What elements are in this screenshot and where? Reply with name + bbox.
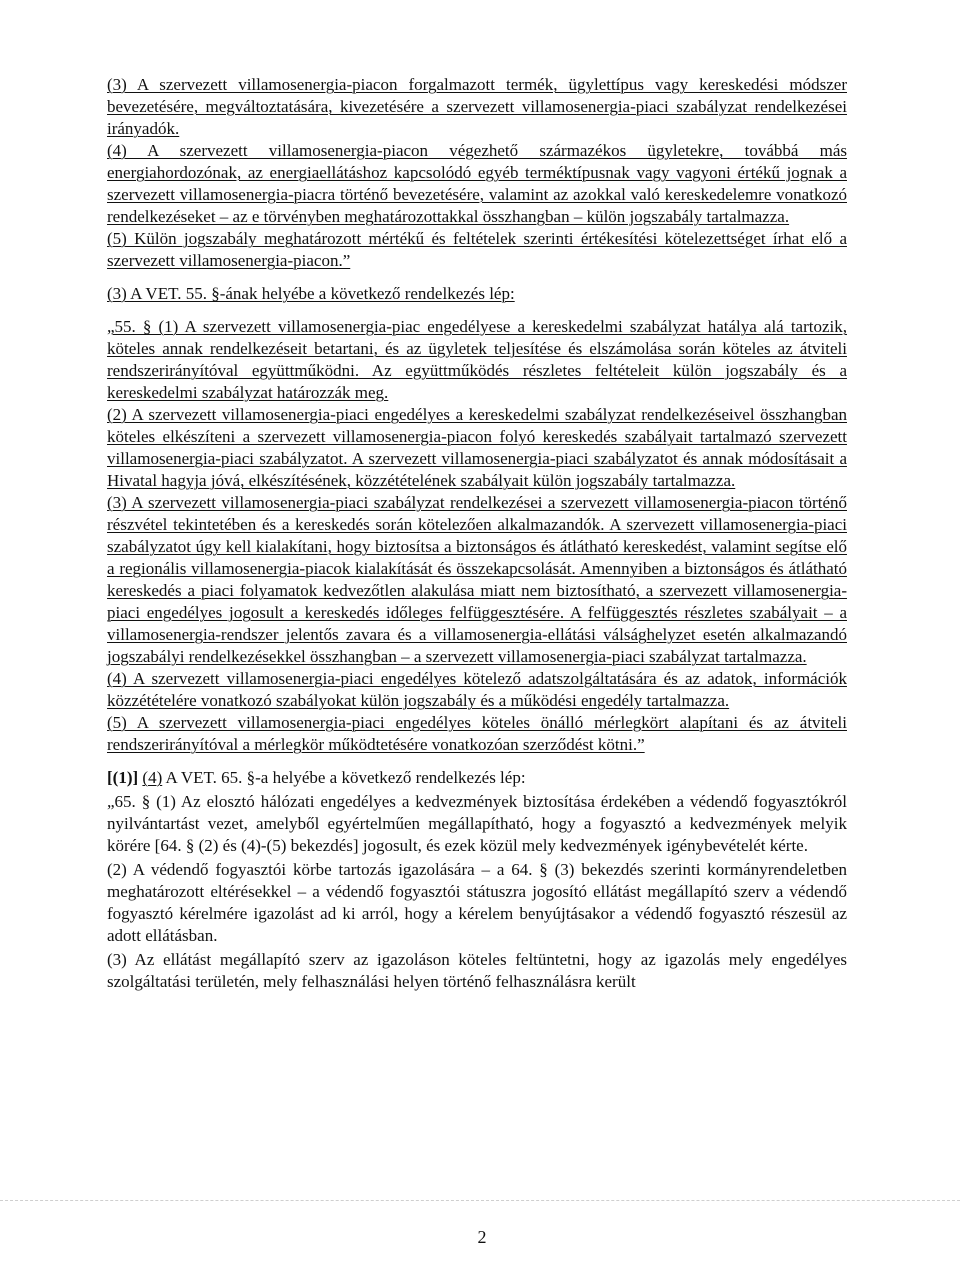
- section-55-paragraph-2: (2) A szervezett villamosenergia-piaci engedélyes a kereskedelmi szabályzat rendelkezéseivel összhangban köteles elkészíteni a szervezett villamosenergia-piacon folyó kereskedés szabályait tartalmazó szervezett villamosenergia-piaci szabályzatot. A szervezett villamosenergia-piaci szabályzatot és annak módosításait a Hivatal hagyja jóvá, elkészítésének, közzétételének szabályait külön jogszabály tartalmazza.: [107, 405, 847, 490]
- section-55-paragraph-1: „55. § (1) A szervezett villamosenergia-piac engedélyese a kereskedelmi szabályzat hatálya alá tartozik, köteles annak rendelkezéseit betartani, és az ügyletek teljesítése és elszámolása során köteles az átviteli rendszerirányítóval együttműködni. Az együttműködés részletes feltételeit külön jogszabály és a kereskedelmi szabályzat határozzák meg.: [107, 317, 847, 402]
- scan-artifact-line: [0, 1200, 960, 1202]
- section-55-paragraph-5: (5) A szervezett villamosenergia-piaci engedélyes köteles önálló mérlegkört alapítani és az átviteli rendszerirányítóval a mérlegkör működtetésére vonatkozóan szerződést kötni.”: [107, 713, 847, 754]
- spacer: [107, 305, 847, 316]
- paragraph-5-sales-obligation: (5) Külön jogszabály meghatározott mértékű és feltételek szerinti értékesítési kötelezettséget írhat elő a szervezett villamosenergia-piacon.”: [107, 229, 847, 270]
- section-55-paragraph-4: (4) A szervezett villamosenergia-piaci engedélyes kötelező adatszolgáltatására és az adatok, információk közzétételére vonatkozó szabályokat külön jogszabály és a működési engedély tartalmazza.: [107, 669, 847, 710]
- amendment-heading-vet-55: (3) A VET. 55. §-ának helyébe a következő rendelkezés lép:: [107, 284, 515, 303]
- spacer: [107, 272, 847, 283]
- heading-text: A VET. 65. §-a helyébe a következő rendelkezés lép:: [162, 768, 526, 787]
- bracketed-prefix: [(1)]: [107, 768, 139, 787]
- paragraph-3-trade-products: (3) A szervezett villamosenergia-piacon forgalmazott termék, ügylettípus vagy kereskedési módszer bevezetésére, megváltoztatására, kivezetésére a szervezett villamosenergia-piaci szabályzat rendelkezései irányadók.: [107, 75, 847, 138]
- section-65-paragraph-1: „65. § (1) Az elosztó hálózati engedélyes a kedvezmények biztosítása érdekében a védendő fogyasztókról nyilvántartást vezet, amelyből egyértelműen megállapítható, hogy a fogyasztó a kedvezmények melyik körére [64. § (2) és (4)-(5) bekezdés] jogosult, és ezek közül mely kedvezmények igénybevételét kérte.: [107, 792, 847, 855]
- page-number: 2: [477, 1227, 487, 1247]
- amendment-heading-vet-65: [107, 767, 847, 789]
- subsection-number: (4): [142, 768, 163, 787]
- section-55-paragraph-3: (3) A szervezett villamosenergia-piaci szabályzat rendelkezései a szervezett villamosenergia-piacon történő részvétel tekintetében és a kereskedés során kötelezően alkalmazandók. A szervezett villamosenergia-piaci szabályzatot úgy kell kialakítani, hogy biztosítsa a biztonságos és átlátható kereskedést, valamint segítse elő a regionális villamosenergia-piacok kialakítását és összekapcsolását. Amennyiben a biztonságos és átlátható kereskedés a piaci folyamatok kedvezőtlen alakulása miatt nem biztosítható, a szervezett villamosenergia-piaci engedélyes jogosult a kereskedés időleges felfüggesztésére. A felfüggesztés részletes szabályait – a villamosenergia-rendszer jelentős zavara és a villamosenergia-ellátási válsághelyzet esetén alkalmazandó jogszabályi rendelkezésekkel összhangban – a szervezett villamosenergia-piaci szabályzat tartalmazza.: [107, 493, 847, 666]
- section-65-paragraph-2: (2) A védendő fogyasztói körbe tartozás igazolására – a 64. § (3) bekezdés szerinti kormányrendeletben meghatározott eltérésekkel – a védendő fogyasztói státuszra jogosító ellátást megállapító szerv a védendő fogyasztó kérelmére igazolást ad ki arról, hogy a kérelem benyújtásakor a védendő fogyasztó részesül az adott ellátásban.: [107, 860, 847, 945]
- spacer: [107, 756, 847, 767]
- paragraph-4-derivatives: (4) A szervezett villamosenergia-piacon végezhető származékos ügyletekre, továbbá más energiahordozónak, az energiaellátáshoz kapcsolódó egyéb terméktípusnak vagy vagyoni értékű jognak a szervezett villamosenergia-piacra történő bevezetésére, valamint az azokkal való kereskedelemre vonatkozó rendelkezéseket – az e törvényben meghatározottakkal összhangban – külön jogszabály tartalmazza.: [107, 141, 847, 226]
- document-page: [107, 74, 847, 993]
- section-65-paragraph-3: (3) Az ellátást megállapító szerv az igazoláson köteles feltüntetni, hogy az igazolás mely engedélyes szolgáltatási területén, mely felhasználási helyen történő felhasználásra került: [107, 950, 847, 991]
